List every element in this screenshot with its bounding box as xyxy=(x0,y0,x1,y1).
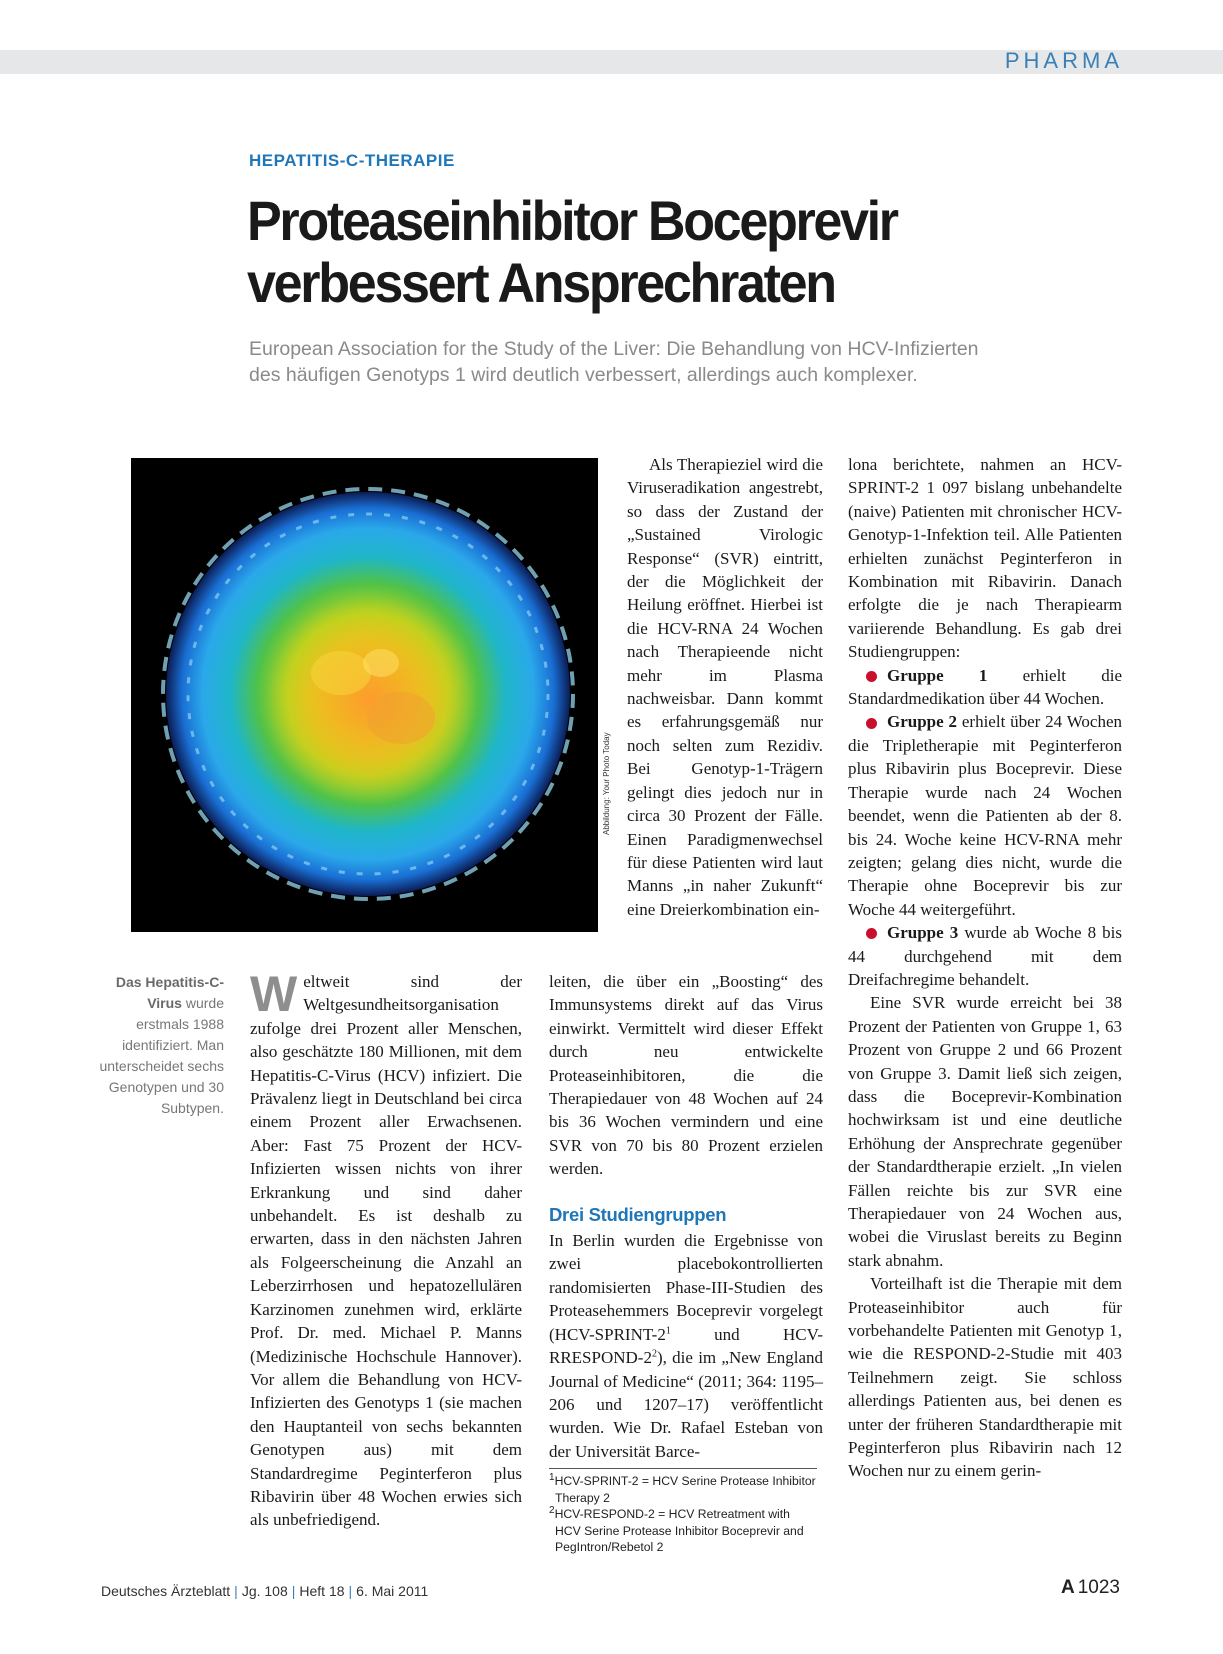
list-item-gruppe-3 xyxy=(848,921,1122,991)
footer-separator: | xyxy=(234,1583,238,1599)
footer-issue: Heft 18 xyxy=(299,1583,345,1599)
section-label: PHARMA xyxy=(1004,48,1123,73)
column-1 xyxy=(250,966,522,1532)
paragraph-intro-text: eltweit sind der Weltgesundheitsorganisation zufolge drei Prozent aller Menschen, also geschätzte 180 Millionen, mit dem Hepatitis-C-Virus (HCV) infiziert. Die Prävalenz liegt in Deutschland bei circa einem Prozent aller Erwachsenen. Aber: Fast 75 Prozent der HCV-Infizierten wissen nichts von ihrer Erkrankung und sind daher unbehandelt. Es ist deshalb zu erwarten, dass in den nächsten Jahren als Folgeerscheinung die Anzahl an Leberzirrhosen und hepatozellulären Karzinomen zunehmen wird, erklärte Prof. Dr. med. Michael P. Manns (Medizinische Hochschule Hannover). Vor allem die Behandlung von HCV-Infizierten des Genotyps 1 (sie machen den Hauptanteil von sechs bekannten Genotypen aus) mit dem Standardregime Peginterferon plus Ribavirin über 48 Wochen erwies sich als unbefriedigend. xyxy=(250,972,522,1530)
virus-image xyxy=(131,458,598,932)
subheading-studiengruppen: Drei Studiengruppen xyxy=(549,1203,727,1225)
column-3 xyxy=(848,453,1122,1483)
p3-part-c: ), die im „New England Journal of Medicine“ (2011; 364: 1195–206 und 1207–17) veröffentlicht wurden. Wie Dr. Rafael Esteban von der Universität Barce- xyxy=(549,1348,823,1461)
paragraph-barcelona: lona berichtete, nahmen an HCV-SPRINT-2 1 097 bislang unbehandelte (naive) Patienten mit chronischer HCV-Genotyp-1-Infektion teil. Alle Patienten erhielten zunächst Peginterferon in Kombination mit Ribavirin. Danach erfolgte die je nach Therapiearm variierende Behandlung. Es gab drei Studiengruppen: xyxy=(848,455,1122,662)
figure-caption xyxy=(96,972,224,1119)
list-item-gruppe-2 xyxy=(848,710,1122,921)
p3-part-b: und HCV-RRESPOND-2 xyxy=(549,1324,823,1368)
article-subtitle xyxy=(249,336,1149,388)
list-item-gruppe-1 xyxy=(848,664,1122,711)
column-2-bottom xyxy=(549,970,823,1463)
footer-separator: | xyxy=(291,1583,296,1599)
bullet-icon xyxy=(866,928,877,939)
bullet-icon xyxy=(866,718,877,729)
subtitle-line-2: des häufigen Genotyps 1 wird deutlich verbessert, allerdings auch komplexer. xyxy=(249,364,918,386)
paragraph-respond-2: Vorteilhaft ist die Therapie mit dem Proteaseinhibitor auch für vorbehandelte Patienten mit Genotyp 1, wie die RESPOND-2-Studie mit 403 Teilnehmern zeigt. Sie schloss allerdings Patienten aus, bei denen es unter der früheren Standardtherapie mit Peginterferon plus Ribavirin nach 12 Wochen nur zu einem gerin- xyxy=(848,1274,1122,1481)
footnote-2-text: HCV-RESPOND-2 = HCV Retreatment with HCV Serine Protease Inhibitor Boceprevir and PegIntron/Rebetol 2 xyxy=(554,1507,804,1554)
footnote-1-mark: 1 xyxy=(549,1471,555,1483)
footer-separator: | xyxy=(348,1583,353,1599)
footer-citation xyxy=(101,1583,428,1599)
footer-volume: Jg. 108 xyxy=(241,1583,288,1599)
caption-text: wurde erstmals 1988 identifiziert. Man unterscheidet sechs Genotypen und 30 Subtypen. xyxy=(99,995,224,1116)
footnote-2 xyxy=(549,1506,817,1556)
gruppe-1-label: Gruppe 1 xyxy=(887,665,988,685)
bullet-icon xyxy=(866,671,877,682)
footnote-ref-1: 1 xyxy=(665,1325,671,1337)
paragraph-intro xyxy=(250,966,522,1532)
paragraph-svr-results: Eine SVR wurde erreicht bei 38 Prozent der Patienten von Gruppe 1, 63 Prozent von Gruppe 2 und 66 Prozent von Gruppe 3. Damit ließ sich zeigen, dass die Boceprevir-Kombination hochwirksam ist und eine deutliche Erhöhung der Ansprechrate gegenüber der Standardtherapie erzielt. „In vielen Fällen reichte bis zur SVR eine Therapiedauer von 24 Wochen aus, wobei die Viruslast bereits zu Beginn stark abnahm. xyxy=(848,993,1122,1270)
gruppe-2-text: erhielt über 24 Wochen die Tripletherapie mit Peginterferon plus Ribavirin plus Boceprevir. Diese Therapie wurde nach 24 Wochen beendet, wenn die Patienten ab der 8. bis 24. Woche keine HCV-RNA mehr zeigten; gelang dies nicht, wurde die Therapie ohne Boceprevir bis zur Woche 44 weitergeführt. xyxy=(848,712,1122,919)
footnote-2-mark: 2 xyxy=(549,1504,555,1516)
title-line-1: Proteaseinhibitor Boceprevir xyxy=(247,189,897,252)
page-number xyxy=(1061,1577,1120,1599)
article-title xyxy=(247,190,1084,314)
footnotes xyxy=(549,1468,817,1556)
footer-journal: Deutsches Ärzteblatt xyxy=(101,1583,231,1599)
column-2-top xyxy=(627,453,823,921)
footnote-1-text: HCV-SPRINT-2 = HCV Serine Protease Inhibitor Therapy 2 xyxy=(554,1474,816,1505)
caption-bold: Das Hepatitis-C-Virus xyxy=(115,974,224,1011)
paragraph-berlin xyxy=(549,1229,823,1463)
paragraph-therapieziel-cont: leiten, die über ein „Boosting“ des Immunsystems direkt auf das Virus einwirkt. Vermittelt wird dieser Effekt durch neu entwickelte Proteaseinhibitoren, die die Therapiedauer von 48 Wochen auf 24 bis 36 Wochen vermindern und eine SVR von 70 bis 80 Prozent erzielen werden. xyxy=(549,972,823,1179)
gruppe-3-label: Gruppe 3 xyxy=(887,923,959,943)
footnote-1 xyxy=(549,1473,817,1506)
page-number-value: 1023 xyxy=(1077,1577,1120,1598)
footnote-ref-2: 2 xyxy=(651,1348,657,1360)
gruppe-3-text: wurde ab Woche 8 bis 44 durchgehend mit dem Dreifachregime behandelt. xyxy=(848,923,1122,989)
article-kicker: HEPATITIS-C-THERAPIE xyxy=(249,151,455,170)
p3-part-a: In Berlin wurden die Ergebnisse von zwei placebokontrollierten randomisierten Phase-III-Studien des Proteasehemmers Boceprevir vorgelegt (HCV-SPRINT-2 xyxy=(549,1231,823,1344)
page-prefix: A xyxy=(1060,1577,1075,1598)
gruppe-1-text: erhielt die Standardmedikation über 44 Wochen. xyxy=(848,665,1122,709)
gruppe-2-label: Gruppe 2 xyxy=(887,712,958,732)
hepatitis-c-virus-illustration xyxy=(131,458,598,932)
subtitle-line-1: European Association for the Study of the Liver: Die Behandlung von HCV-Infizierten xyxy=(249,338,979,360)
dropcap: W xyxy=(250,966,298,1022)
photo-credit: Abbildung: Your Photo Today xyxy=(602,732,611,835)
footer-date: 6. Mai 2011 xyxy=(356,1583,429,1599)
paragraph-therapieziel: Als Therapieziel wird die Viruseradikation angestrebt, so dass der Zustand der „Sustained Virologic Response“ (SVR) eintritt, der die Möglichkeit der Heilung eröffnet. Hierbei ist die HCV-RNA 24 Wochen nach Therapieende nicht mehr im Plasma nachweisbar. Dann kommt es erfahrungsgemäß nur noch selten zum Rezidiv. Bei Genotyp-1-Trägern gelingt dies jedoch nur in circa 30 Prozent der Fälle. Einen Paradigmenwechsel für diese Patienten wird laut Manns „in naher Zukunft“ eine Dreierkombination ein- xyxy=(627,455,823,919)
title-line-2: verbessert Ansprechraten xyxy=(247,251,835,314)
